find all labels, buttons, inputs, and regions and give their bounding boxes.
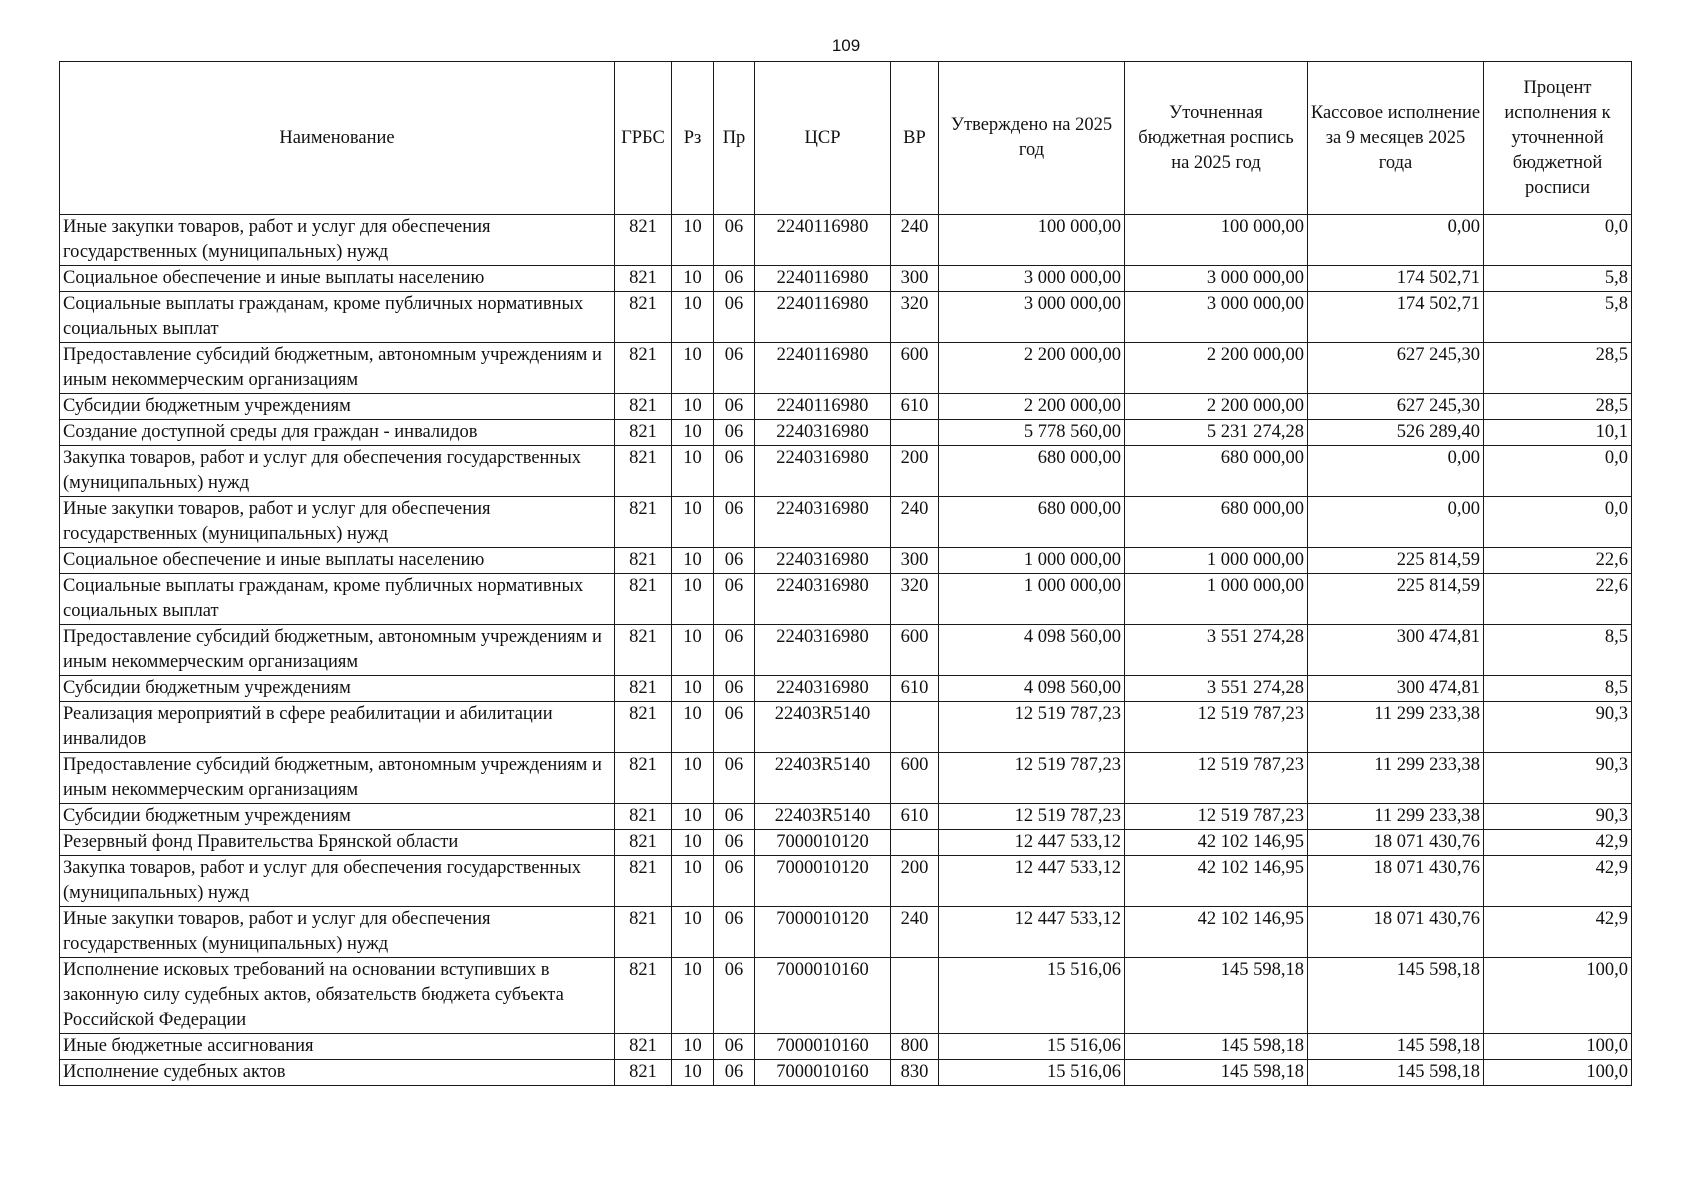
- cell-name: Предоставление субсидий бюджетным, автономным учреждениям и иным некоммерческим организациям: [60, 625, 615, 676]
- cell-cash: 225 814,59: [1308, 574, 1484, 625]
- cell-grbs: 821: [615, 292, 672, 343]
- cell-csr: 7000010160: [755, 958, 891, 1034]
- cell-name: Иные бюджетные ассигнования: [60, 1034, 615, 1060]
- table-row: [60, 574, 1632, 625]
- cell-approved: 12 519 787,23: [939, 753, 1125, 804]
- cell-pr: 06: [714, 1034, 755, 1060]
- cell-csr: 2240316980: [755, 420, 891, 446]
- table-row: [60, 420, 1632, 446]
- cell-approved: 15 516,06: [939, 1034, 1125, 1060]
- cell-grbs: 821: [615, 420, 672, 446]
- cell-csr: 2240316980: [755, 446, 891, 497]
- cell-rz: 10: [672, 753, 714, 804]
- cell-pr: 06: [714, 830, 755, 856]
- cell-percent: 100,0: [1484, 1060, 1632, 1086]
- cell-cash: 174 502,71: [1308, 266, 1484, 292]
- cell-rz: 10: [672, 625, 714, 676]
- cell-name: Создание доступной среды для граждан - инвалидов: [60, 420, 615, 446]
- cell-csr: 2240116980: [755, 215, 891, 266]
- cell-grbs: 821: [615, 394, 672, 420]
- cell-percent: 22,6: [1484, 574, 1632, 625]
- cell-grbs: 821: [615, 1034, 672, 1060]
- cell-cash: 18 071 430,76: [1308, 856, 1484, 907]
- cell-csr: 2240316980: [755, 625, 891, 676]
- cell-percent: 42,9: [1484, 907, 1632, 958]
- cell-percent: 0,0: [1484, 497, 1632, 548]
- cell-grbs: 821: [615, 343, 672, 394]
- cell-csr: 22403R5140: [755, 804, 891, 830]
- cell-grbs: 821: [615, 497, 672, 548]
- cell-percent: 8,5: [1484, 676, 1632, 702]
- cell-refined: 2 200 000,00: [1125, 343, 1308, 394]
- cell-rz: 10: [672, 830, 714, 856]
- cell-csr: 2240316980: [755, 574, 891, 625]
- cell-name: Социальные выплаты гражданам, кроме публичных нормативных социальных выплат: [60, 292, 615, 343]
- cell-cash: 0,00: [1308, 215, 1484, 266]
- cell-percent: 0,0: [1484, 215, 1632, 266]
- cell-percent: 5,8: [1484, 292, 1632, 343]
- header-csr: ЦСР: [755, 62, 891, 215]
- cell-refined: 145 598,18: [1125, 1060, 1308, 1086]
- table-row: [60, 343, 1632, 394]
- cell-cash: 526 289,40: [1308, 420, 1484, 446]
- cell-name: Субсидии бюджетным учреждениям: [60, 804, 615, 830]
- cell-refined: 145 598,18: [1125, 1034, 1308, 1060]
- table-header-row: [60, 62, 1632, 215]
- cell-approved: 12 519 787,23: [939, 702, 1125, 753]
- cell-grbs: 821: [615, 446, 672, 497]
- table-row: [60, 804, 1632, 830]
- cell-refined: 12 519 787,23: [1125, 804, 1308, 830]
- cell-name: Социальные выплаты гражданам, кроме публичных нормативных социальных выплат: [60, 574, 615, 625]
- cell-refined: 5 231 274,28: [1125, 420, 1308, 446]
- cell-name: Резервный фонд Правительства Брянской области: [60, 830, 615, 856]
- cell-pr: 06: [714, 753, 755, 804]
- cell-rz: 10: [672, 394, 714, 420]
- cell-vr: 600: [891, 625, 939, 676]
- cell-pr: 06: [714, 394, 755, 420]
- cell-vr: 320: [891, 292, 939, 343]
- cell-refined: 12 519 787,23: [1125, 753, 1308, 804]
- table-row: [60, 215, 1632, 266]
- header-cash: Кассовое исполнение за 9 месяцев 2025 года: [1308, 62, 1484, 215]
- cell-name: Иные закупки товаров, работ и услуг для обеспечения государственных (муниципальных) нужд: [60, 215, 615, 266]
- cell-approved: 12 447 533,12: [939, 856, 1125, 907]
- cell-approved: 100 000,00: [939, 215, 1125, 266]
- cell-vr: 600: [891, 343, 939, 394]
- cell-rz: 10: [672, 907, 714, 958]
- cell-rz: 10: [672, 266, 714, 292]
- cell-pr: 06: [714, 215, 755, 266]
- cell-percent: 90,3: [1484, 804, 1632, 830]
- cell-refined: 3 000 000,00: [1125, 292, 1308, 343]
- cell-rz: 10: [672, 1034, 714, 1060]
- cell-vr: 200: [891, 856, 939, 907]
- cell-vr: [891, 420, 939, 446]
- cell-rz: 10: [672, 574, 714, 625]
- cell-name: Субсидии бюджетным учреждениям: [60, 394, 615, 420]
- cell-approved: 680 000,00: [939, 497, 1125, 548]
- cell-rz: 10: [672, 497, 714, 548]
- cell-name: Иные закупки товаров, работ и услуг для обеспечения государственных (муниципальных) нужд: [60, 497, 615, 548]
- cell-pr: 06: [714, 676, 755, 702]
- cell-percent: 100,0: [1484, 1034, 1632, 1060]
- cell-vr: 300: [891, 548, 939, 574]
- cell-percent: 42,9: [1484, 830, 1632, 856]
- cell-approved: 1 000 000,00: [939, 548, 1125, 574]
- cell-csr: 7000010160: [755, 1034, 891, 1060]
- page-number: 109: [831, 36, 861, 55]
- table-row: [60, 753, 1632, 804]
- cell-percent: 8,5: [1484, 625, 1632, 676]
- cell-grbs: 821: [615, 753, 672, 804]
- cell-cash: 0,00: [1308, 446, 1484, 497]
- cell-pr: 06: [714, 548, 755, 574]
- cell-cash: 18 071 430,76: [1308, 907, 1484, 958]
- cell-cash: 627 245,30: [1308, 343, 1484, 394]
- cell-pr: 06: [714, 958, 755, 1034]
- cell-vr: 240: [891, 907, 939, 958]
- cell-cash: 225 814,59: [1308, 548, 1484, 574]
- cell-approved: 1 000 000,00: [939, 574, 1125, 625]
- cell-name: Иные закупки товаров, работ и услуг для обеспечения государственных (муниципальных) нужд: [60, 907, 615, 958]
- cell-refined: 3 551 274,28: [1125, 676, 1308, 702]
- cell-cash: 145 598,18: [1308, 1034, 1484, 1060]
- cell-approved: 4 098 560,00: [939, 676, 1125, 702]
- cell-refined: 42 102 146,95: [1125, 830, 1308, 856]
- header-approved: Утверждено на 2025 год: [939, 62, 1125, 215]
- cell-pr: 06: [714, 497, 755, 548]
- cell-grbs: 821: [615, 215, 672, 266]
- cell-pr: 06: [714, 804, 755, 830]
- cell-refined: 680 000,00: [1125, 446, 1308, 497]
- cell-name: Закупка товаров, работ и услуг для обеспечения государственных (муниципальных) нужд: [60, 446, 615, 497]
- header-percent: Процент исполнения к уточненной бюджетной росписи: [1484, 62, 1632, 215]
- cell-vr: 610: [891, 804, 939, 830]
- table-row: [60, 292, 1632, 343]
- cell-percent: 100,0: [1484, 958, 1632, 1034]
- header-pr: Пр: [714, 62, 755, 215]
- cell-vr: 830: [891, 1060, 939, 1086]
- cell-approved: 12 447 533,12: [939, 907, 1125, 958]
- cell-vr: 600: [891, 753, 939, 804]
- cell-grbs: 821: [615, 266, 672, 292]
- cell-rz: 10: [672, 446, 714, 497]
- cell-refined: 1 000 000,00: [1125, 574, 1308, 625]
- cell-csr: 2240116980: [755, 292, 891, 343]
- table-row: [60, 856, 1632, 907]
- cell-grbs: 821: [615, 830, 672, 856]
- cell-approved: 3 000 000,00: [939, 266, 1125, 292]
- table-row: [60, 1034, 1632, 1060]
- cell-refined: 145 598,18: [1125, 958, 1308, 1034]
- cell-name: Предоставление субсидий бюджетным, автономным учреждениям и иным некоммерческим организациям: [60, 753, 615, 804]
- cell-approved: 2 200 000,00: [939, 343, 1125, 394]
- cell-grbs: 821: [615, 548, 672, 574]
- cell-pr: 06: [714, 856, 755, 907]
- cell-cash: 11 299 233,38: [1308, 804, 1484, 830]
- cell-percent: 28,5: [1484, 394, 1632, 420]
- cell-refined: 2 200 000,00: [1125, 394, 1308, 420]
- cell-grbs: 821: [615, 804, 672, 830]
- cell-grbs: 821: [615, 702, 672, 753]
- cell-approved: 4 098 560,00: [939, 625, 1125, 676]
- cell-grbs: 821: [615, 856, 672, 907]
- cell-cash: 300 474,81: [1308, 676, 1484, 702]
- table-row: [60, 958, 1632, 1034]
- cell-rz: 10: [672, 676, 714, 702]
- cell-percent: 90,3: [1484, 753, 1632, 804]
- cell-name: Субсидии бюджетным учреждениям: [60, 676, 615, 702]
- cell-approved: 15 516,06: [939, 958, 1125, 1034]
- cell-csr: 2240316980: [755, 676, 891, 702]
- table-row: [60, 446, 1632, 497]
- cell-vr: [891, 958, 939, 1034]
- cell-cash: 11 299 233,38: [1308, 702, 1484, 753]
- cell-grbs: 821: [615, 958, 672, 1034]
- cell-rz: 10: [672, 343, 714, 394]
- cell-vr: 240: [891, 215, 939, 266]
- cell-approved: 5 778 560,00: [939, 420, 1125, 446]
- cell-percent: 42,9: [1484, 856, 1632, 907]
- table-body: [60, 215, 1632, 1086]
- cell-rz: 10: [672, 856, 714, 907]
- cell-refined: 12 519 787,23: [1125, 702, 1308, 753]
- cell-csr: 2240316980: [755, 497, 891, 548]
- cell-csr: 7000010120: [755, 856, 891, 907]
- cell-pr: 06: [714, 702, 755, 753]
- header-vr: ВР: [891, 62, 939, 215]
- cell-approved: 680 000,00: [939, 446, 1125, 497]
- cell-name: Социальное обеспечение и иные выплаты населению: [60, 548, 615, 574]
- cell-approved: 12 447 533,12: [939, 830, 1125, 856]
- cell-rz: 10: [672, 958, 714, 1034]
- header-refined: Уточненная бюджетная роспись на 2025 год: [1125, 62, 1308, 215]
- cell-rz: 10: [672, 215, 714, 266]
- cell-refined: 42 102 146,95: [1125, 856, 1308, 907]
- cell-vr: 300: [891, 266, 939, 292]
- cell-csr: 7000010120: [755, 907, 891, 958]
- cell-cash: 627 245,30: [1308, 394, 1484, 420]
- cell-cash: 145 598,18: [1308, 1060, 1484, 1086]
- cell-approved: 12 519 787,23: [939, 804, 1125, 830]
- cell-pr: 06: [714, 907, 755, 958]
- cell-vr: 610: [891, 394, 939, 420]
- cell-approved: 15 516,06: [939, 1060, 1125, 1086]
- cell-name: Предоставление субсидий бюджетным, автономным учреждениям и иным некоммерческим организациям: [60, 343, 615, 394]
- table-row: [60, 907, 1632, 958]
- cell-percent: 5,8: [1484, 266, 1632, 292]
- cell-grbs: 821: [615, 625, 672, 676]
- cell-cash: 18 071 430,76: [1308, 830, 1484, 856]
- cell-rz: 10: [672, 702, 714, 753]
- header-name: Наименование: [60, 62, 615, 215]
- cell-pr: 06: [714, 574, 755, 625]
- cell-vr: 200: [891, 446, 939, 497]
- cell-cash: 0,00: [1308, 497, 1484, 548]
- cell-name: Социальное обеспечение и иные выплаты населению: [60, 266, 615, 292]
- cell-csr: 7000010160: [755, 1060, 891, 1086]
- cell-percent: 10,1: [1484, 420, 1632, 446]
- cell-vr: 320: [891, 574, 939, 625]
- cell-csr: 22403R5140: [755, 753, 891, 804]
- cell-cash: 11 299 233,38: [1308, 753, 1484, 804]
- cell-grbs: 821: [615, 676, 672, 702]
- cell-pr: 06: [714, 292, 755, 343]
- cell-csr: 22403R5140: [755, 702, 891, 753]
- header-rz: Рз: [672, 62, 714, 215]
- cell-pr: 06: [714, 625, 755, 676]
- cell-percent: 0,0: [1484, 446, 1632, 497]
- table-row: [60, 548, 1632, 574]
- cell-percent: 28,5: [1484, 343, 1632, 394]
- cell-name: Реализация мероприятий в сфере реабилитации и абилитации инвалидов: [60, 702, 615, 753]
- table-row: [60, 676, 1632, 702]
- cell-csr: 2240116980: [755, 394, 891, 420]
- cell-refined: 1 000 000,00: [1125, 548, 1308, 574]
- cell-vr: [891, 830, 939, 856]
- cell-pr: 06: [714, 420, 755, 446]
- cell-pr: 06: [714, 343, 755, 394]
- cell-rz: 10: [672, 292, 714, 343]
- table-row: [60, 830, 1632, 856]
- cell-pr: 06: [714, 1060, 755, 1086]
- table-row: [60, 625, 1632, 676]
- cell-name: Закупка товаров, работ и услуг для обеспечения государственных (муниципальных) нужд: [60, 856, 615, 907]
- table-row: [60, 394, 1632, 420]
- cell-grbs: 821: [615, 907, 672, 958]
- cell-grbs: 821: [615, 574, 672, 625]
- cell-csr: 7000010120: [755, 830, 891, 856]
- cell-refined: 100 000,00: [1125, 215, 1308, 266]
- cell-vr: 800: [891, 1034, 939, 1060]
- cell-approved: 3 000 000,00: [939, 292, 1125, 343]
- cell-vr: 240: [891, 497, 939, 548]
- cell-cash: 145 598,18: [1308, 958, 1484, 1034]
- cell-csr: 2240316980: [755, 548, 891, 574]
- cell-refined: 3 000 000,00: [1125, 266, 1308, 292]
- cell-rz: 10: [672, 804, 714, 830]
- cell-vr: [891, 702, 939, 753]
- cell-rz: 10: [672, 1060, 714, 1086]
- cell-refined: 42 102 146,95: [1125, 907, 1308, 958]
- cell-csr: 2240116980: [755, 266, 891, 292]
- table-row: [60, 266, 1632, 292]
- cell-cash: 300 474,81: [1308, 625, 1484, 676]
- cell-grbs: 821: [615, 1060, 672, 1086]
- cell-pr: 06: [714, 446, 755, 497]
- cell-name: Исполнение судебных актов: [60, 1060, 615, 1086]
- cell-percent: 22,6: [1484, 548, 1632, 574]
- header-grbs: ГРБС: [615, 62, 672, 215]
- cell-rz: 10: [672, 420, 714, 446]
- cell-name: Исполнение исковых требований на основании вступивших в законную силу судебных актов, обязательств бюджета субъекта Российской Федерации: [60, 958, 615, 1034]
- cell-csr: 2240116980: [755, 343, 891, 394]
- cell-cash: 174 502,71: [1308, 292, 1484, 343]
- table-row: [60, 497, 1632, 548]
- cell-refined: 3 551 274,28: [1125, 625, 1308, 676]
- cell-refined: 680 000,00: [1125, 497, 1308, 548]
- cell-percent: 90,3: [1484, 702, 1632, 753]
- cell-pr: 06: [714, 266, 755, 292]
- cell-rz: 10: [672, 548, 714, 574]
- table-row: [60, 1060, 1632, 1086]
- budget-table: [59, 61, 1632, 1086]
- cell-approved: 2 200 000,00: [939, 394, 1125, 420]
- table-row: [60, 702, 1632, 753]
- cell-vr: 610: [891, 676, 939, 702]
